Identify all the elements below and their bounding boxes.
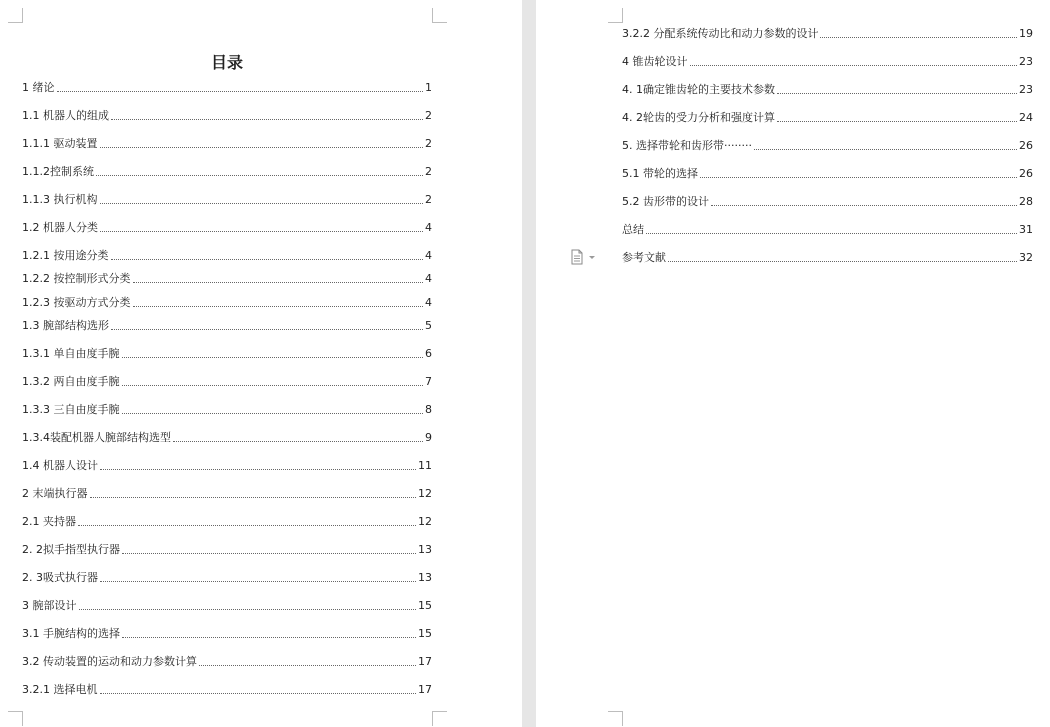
- toc-entry[interactable]: [622, 139, 1033, 153]
- toc-entry-page-number: 32: [1019, 251, 1033, 264]
- toc-title: 目录: [210, 53, 243, 72]
- toc-entry-text: 1.2.2 按控制形式分类: [22, 272, 131, 285]
- toc-leader-dots: [173, 441, 423, 442]
- toc-entry-text: 5.2 齿形带的设计: [622, 195, 709, 208]
- toc-entry-page-number: 4: [425, 272, 432, 285]
- toc-leader-dots: [711, 205, 1017, 206]
- toc-entry-text: 3.2.1 选择电机: [22, 683, 98, 696]
- toc-entry-page-number: 9: [425, 431, 432, 444]
- toc-entry[interactable]: [622, 55, 1033, 69]
- toc-entry[interactable]: [22, 431, 432, 445]
- toc-entry-page-number: 31: [1019, 223, 1033, 236]
- toc-entry-page-number: 2: [425, 193, 432, 206]
- toc-entry-text: 1.3.1 单自由度手腕: [22, 347, 120, 360]
- toc-leader-dots: [122, 553, 416, 554]
- toc-entry[interactable]: [22, 109, 432, 123]
- toc-entry[interactable]: [22, 81, 432, 95]
- toc-entry-page-number: 11: [418, 459, 432, 472]
- toc-entry[interactable]: [22, 655, 432, 669]
- toc-entry-text: 1.1.3 执行机构: [22, 193, 98, 206]
- toc-entry[interactable]: [22, 627, 432, 641]
- toc-leader-dots: [700, 177, 1017, 178]
- toc-entry-text: 3.2 传动装置的运动和动力参数计算: [22, 655, 197, 668]
- toc-entry-page-number: 17: [418, 655, 432, 668]
- toc-entry-text: 1.2.1 按用途分类: [22, 249, 109, 262]
- toc-entry-page-number: 13: [418, 543, 432, 556]
- toc-entry-page-number: 26: [1019, 167, 1033, 180]
- toc-entry-text: 3.1 手腕结构的选择: [22, 627, 120, 640]
- margin-corner-bottom-right: [432, 711, 447, 726]
- toc-entry-text: 4. 2轮齿的受力分析和强度计算: [622, 111, 775, 124]
- toc-entry-page-number: 15: [418, 599, 432, 612]
- document-page-right: [536, 0, 1050, 727]
- toc-entry[interactable]: [22, 296, 432, 310]
- toc-entry[interactable]: [22, 683, 432, 697]
- toc-entry-text: 2. 3吸式执行器: [22, 571, 98, 584]
- toc-entry[interactable]: [22, 515, 432, 529]
- toc-leader-dots: [133, 282, 424, 283]
- toc-entry-text: 2 末端执行器: [22, 487, 88, 500]
- toc-entry[interactable]: [622, 27, 1033, 41]
- toc-entry-text: 1.3.2 两自由度手腕: [22, 375, 120, 388]
- toc-entry[interactable]: [22, 543, 432, 557]
- toc-entry-page-number: 12: [418, 487, 432, 500]
- toc-entry-text: 1.3.4装配机器人腕部结构选型: [22, 431, 171, 444]
- toc-entry-page-number: 6: [425, 347, 432, 360]
- toc-leader-dots: [122, 637, 416, 638]
- toc-leader-dots: [100, 693, 417, 694]
- toc-leader-dots: [100, 581, 416, 582]
- toc-leader-dots: [79, 609, 417, 610]
- toc-entry[interactable]: [22, 599, 432, 613]
- toc-leader-dots: [777, 93, 1017, 94]
- toc-entry[interactable]: [622, 111, 1033, 125]
- toc-leader-dots: [122, 413, 424, 414]
- toc-entry-text: 4. 1确定锥齿轮的主要技术参数: [622, 83, 775, 96]
- toc-entry[interactable]: [622, 223, 1033, 237]
- margin-corner-bottom-left: [608, 711, 623, 726]
- toc-entry-text: 1 绪论: [22, 81, 55, 94]
- toc-entry-page-number: 2: [425, 109, 432, 122]
- toc-leader-dots: [78, 525, 416, 526]
- toc-entry-text: 参考文献: [622, 251, 666, 264]
- toc-entry-page-number: 12: [418, 515, 432, 528]
- toc-entry-text: 1.2.3 按驱动方式分类: [22, 296, 131, 309]
- toc-leader-dots: [96, 175, 423, 176]
- toc-entry-page-number: 1: [425, 81, 432, 94]
- toc-entry-text: 2.1 夹持器: [22, 515, 76, 528]
- toc-leader-dots: [133, 306, 424, 307]
- toc-leader-dots: [646, 233, 1017, 234]
- toc-leader-dots: [100, 469, 416, 470]
- toc-entry[interactable]: [22, 272, 432, 286]
- toc-entry-text: 5. 选择带轮和齿形带········: [622, 139, 752, 152]
- toc-entry-page-number: 4: [425, 296, 432, 309]
- toc-leader-dots: [668, 261, 1017, 262]
- margin-corner-top-left: [8, 8, 23, 23]
- toc-entry-text: 3 腕部设计: [22, 599, 77, 612]
- toc-leader-dots: [754, 149, 1017, 150]
- toc-leader-dots: [122, 357, 424, 358]
- toc-entry-text: 总结: [622, 223, 644, 236]
- toc-entry-text: 1.3 腕部结构选形: [22, 319, 109, 332]
- toc-entry[interactable]: [622, 195, 1033, 209]
- toc-entry-page-number: 2: [425, 165, 432, 178]
- toc-leader-dots: [777, 121, 1017, 122]
- toc-entry[interactable]: [622, 251, 1033, 265]
- toc-entry[interactable]: [22, 459, 432, 473]
- toc-entry-page-number: 17: [418, 683, 432, 696]
- toc-entry-page-number: 23: [1019, 55, 1033, 68]
- toc-entry[interactable]: [622, 83, 1033, 97]
- toc-entry[interactable]: [22, 165, 432, 179]
- margin-corner-top-left: [608, 8, 623, 23]
- toc-entry-page-number: 24: [1019, 111, 1033, 124]
- toc-entry-text: 2. 2拟手指型执行器: [22, 543, 120, 556]
- toc-entry-page-number: 8: [425, 403, 432, 416]
- toc-entry-text: 1.2 机器人分类: [22, 221, 98, 234]
- margin-corner-bottom-left: [8, 711, 23, 726]
- toc-entry-page-number: 2: [425, 137, 432, 150]
- toc-entry-page-number: 4: [425, 221, 432, 234]
- toc-entry[interactable]: [22, 403, 432, 417]
- toc-entry-text: 4 锥齿轮设计: [622, 55, 688, 68]
- toc-entry[interactable]: [22, 221, 432, 235]
- toc-entry[interactable]: [22, 319, 432, 333]
- toc-leader-dots: [820, 37, 1017, 38]
- document-menu-icon[interactable]: [570, 249, 600, 265]
- toc-entry-text: 1.4 机器人设计: [22, 459, 98, 472]
- toc-entry-page-number: 4: [425, 249, 432, 262]
- toc-entry-page-number: 23: [1019, 83, 1033, 96]
- toc-entry[interactable]: [22, 193, 432, 207]
- toc-leader-dots: [111, 329, 423, 330]
- toc-entry-text: 1.3.3 三自由度手腕: [22, 403, 120, 416]
- toc-entry-text: 1.1.2控制系统: [22, 165, 94, 178]
- toc-entry[interactable]: [22, 249, 432, 263]
- toc-entry-text: 3.2.2 分配系统传动比和动力参数的设计: [622, 27, 819, 40]
- toc-leader-dots: [111, 259, 424, 260]
- toc-entry-page-number: 28: [1019, 195, 1033, 208]
- toc-entry[interactable]: [22, 571, 432, 585]
- toc-entry-page-number: 19: [1019, 27, 1033, 40]
- toc-entry-page-number: 26: [1019, 139, 1033, 152]
- toc-entry[interactable]: [22, 487, 432, 501]
- toc-leader-dots: [100, 147, 424, 148]
- toc-leader-dots: [90, 497, 417, 498]
- toc-entry-text: 5.1 带轮的选择: [622, 167, 698, 180]
- toc-entry-page-number: 13: [418, 571, 432, 584]
- toc-entry-page-number: 15: [418, 627, 432, 640]
- toc-entry-page-number: 7: [425, 375, 432, 388]
- toc-leader-dots: [122, 385, 424, 386]
- toc-entry[interactable]: [22, 137, 432, 151]
- toc-leader-dots: [690, 65, 1018, 66]
- toc-leader-dots: [100, 231, 423, 232]
- toc-entry[interactable]: [622, 167, 1033, 181]
- toc-leader-dots: [100, 203, 424, 204]
- toc-entry-page-number: 5: [425, 319, 432, 332]
- toc-entry[interactable]: [22, 375, 432, 389]
- toc-entry[interactable]: [22, 347, 432, 361]
- toc-leader-dots: [111, 119, 423, 120]
- toc-leader-dots: [199, 665, 416, 666]
- toc-entry-text: 1.1 机器人的组成: [22, 109, 109, 122]
- toc-entry-text: 1.1.1 驱动装置: [22, 137, 98, 150]
- toc-leader-dots: [57, 91, 424, 92]
- document-page-left: [0, 0, 522, 727]
- margin-corner-top-right: [432, 8, 447, 23]
